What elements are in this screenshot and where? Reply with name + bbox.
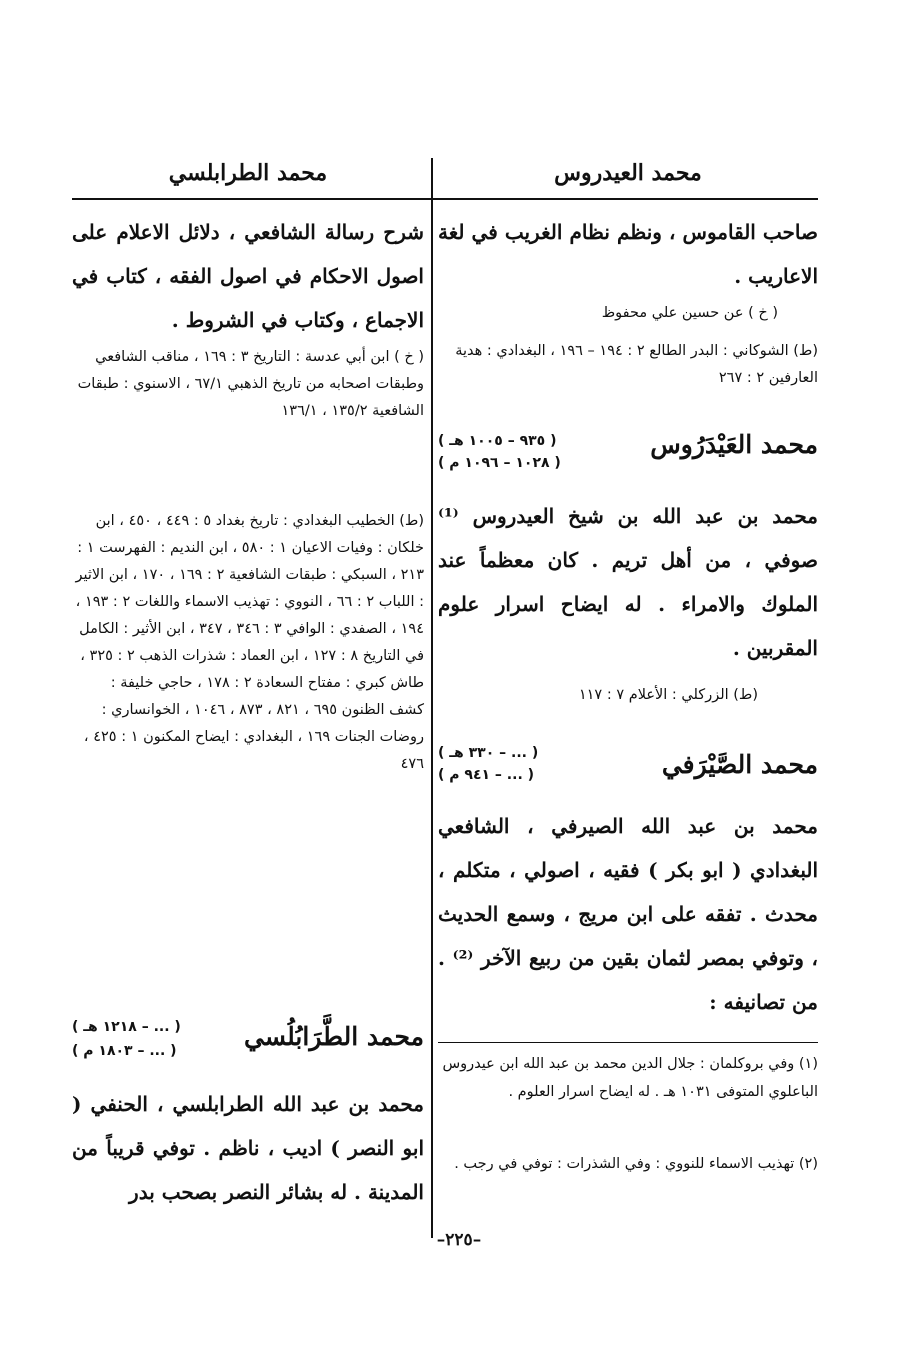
footnote-2: (٢) تهذيب الاسماء للنووي : وفي الشذرات : توفي في رجب . <box>454 1156 818 1172</box>
footnote-1: (١) وفي بروكلمان : جلال الدين محمد بن عبد الله ابن عيدروس الباعلوي المتوفى ١٠٣١ هـ . له ايضاح اسرار العلوم . <box>442 1056 818 1100</box>
entry-dates-tarabulusi-gregorian: ( ... – ١٨٠٣ م ) <box>72 1043 177 1059</box>
entry-source-aydarus: (ط) الزركلي : الأعلام ٧ : ١١٧ <box>578 687 758 703</box>
entry-title-tarabulusi: محمد الطَّرَابُلُسي <box>244 1022 424 1051</box>
page-number: –٢٢٥– <box>436 1230 482 1250</box>
entry-title-aydarus: محمد العَيْدَرُوس <box>650 430 818 459</box>
entry-dates-sayrafi-gregorian: ( ... – ٩٤١ م ) <box>438 767 535 783</box>
right-source-printed: (ط) الشوكاني : البدر الطالع ٢ : ١٩٤ – ١٩٦ ، البغدادي : هدية العارفين ٢ : ٢٦٧ <box>455 343 818 386</box>
entry-title-sayrafi: محمد الصَّيْرَفي <box>661 750 818 779</box>
column-separator <box>431 158 433 1238</box>
left-paragraph-1: شرح رسالة الشافعي ، دلائل الاعلام على اصول الاحكام في اصول الفقه ، كتاب في الاجماع ، وكتاب في الشروط . <box>72 220 424 332</box>
entry-text-sayrafi: محمد بن عبد الله الصيرفي ، الشافعي البغدادي ( ابو بكر ) فقيه ، اصولي ، متكلم ، محدث . تفقه على ابن مريج ، وسمع الحديث ، وتوفي بمصر لثمان بقين من ربيع الآخر ⁽²⁾ . من تصانيفه : <box>438 814 818 1014</box>
right-running-header: محمد العيدروس <box>554 160 702 186</box>
left-source-printed: (ط) الخطيب البغدادي : تاريخ بغداد ٥ : ٤٤٩ ، ٤٥٠ ، ابن خلكان : وفيات الاعيان ١ : ٥٨٠ ، ابن النديم : الفهرست ١ : ٢١٣ ، السبكي : طبقات الشافعية ٢ : ١٦٩ ، ١٧٠ ، ابن الاثير : اللباب ٢ : ٦٦ ، النووي : تهذيب الاسماء واللغات ٢ : ١٩٣ ، ١٩٤ ، الصفدي : الوافي ٣ : ٣٤٦ ، ٣٤٧ ، ابن الأثير : الكامل في التاريخ ٨ : ١٢٧ ، ابن العماد : شذرات الذهب ٢ : ٣٢٥ ، طاش كبري : مفتاح السعادة ٢ : ١٧٨ ، حاجي خليفة : كشف الظنون ٦٩٥ ، ٨٢١ ، ٨٧٣ ، ١٠٤٦ ، الخوانساري : روضات الجنات ١٦٩ ، البغدادي : ايضاح المكنون ١ : ٤٢٥ ، ٤٧٦ <box>75 513 424 772</box>
entry-text-aydarus: محمد بن عبد الله بن شيخ العيدروس ⁽¹⁾ صوفي ، من أهل تريم . كان معظماً عند الملوك والامراء . له ايضاح اسرار علوم المقربين . <box>438 504 818 660</box>
entry-text-tarabulusi: محمد بن عبد الله الطرابلسي ، الحنفي ( ابو النصر ) اديب ، ناظم . توفي قريباً من المدينة . له بشائر النصر بصحب بدر <box>72 1092 424 1204</box>
entry-dates-aydarus-gregorian: ( ١٠٢٨ – ١٠٩٦ م ) <box>438 455 561 471</box>
left-running-header: محمد الطرابلسي <box>168 160 328 186</box>
footnote-rule <box>438 1042 818 1043</box>
right-paragraph-1: صاحب القاموس ، ونظم نظام الغريب في لغة الاعاريب . <box>438 220 818 288</box>
header-rule <box>72 198 818 200</box>
entry-dates-aydarus-hijri: ( ٩٣٥ – ١٠٠٥ هـ ) <box>438 433 557 449</box>
entry-dates-tarabulusi-hijri: ( ... – ١٢١٨ هـ ) <box>72 1019 181 1035</box>
left-source-manuscript: ( خ ) ابن أبي عدسة : التاريخ ٣ : ١٦٩ ، مناقب الشافعي وطبقات اصحابه من تاريخ الذهبي ٦٧/١ ، الاسنوي : طبقات الشافعية ١٣٥/٢ ، ١٣٦/١ <box>77 349 424 419</box>
right-source-manuscript: ( خ ) عن حسين علي محفوظ <box>601 305 778 321</box>
entry-dates-sayrafi-hijri: ( ... – ٣٣٠ هـ ) <box>438 745 539 761</box>
